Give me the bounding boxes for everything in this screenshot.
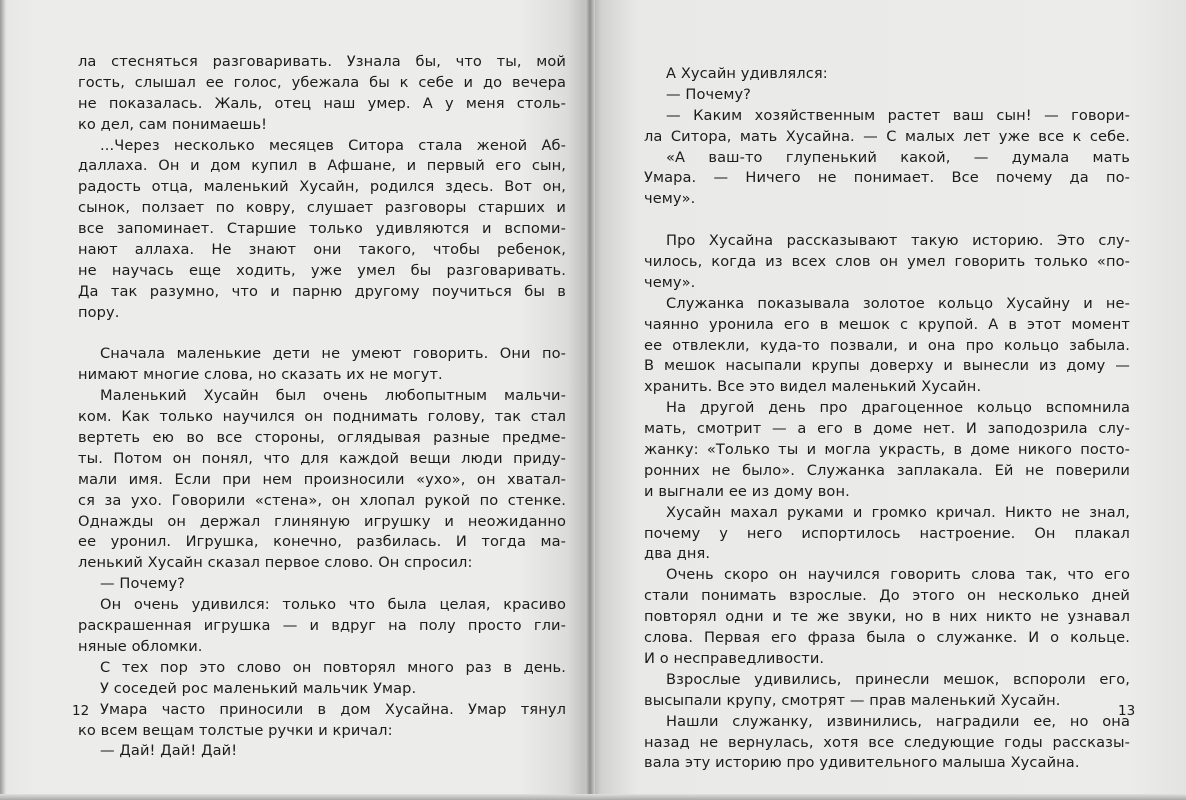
text-line: назад не вернулась, хотя все следующие годы рассказы- [644, 733, 1130, 751]
text-line: мали имя. Если при нем произносили «ухо», он хватал- [78, 470, 566, 488]
text-line: ком. Как только научился он поднимать голову, так стал [78, 408, 566, 426]
text-line: И о несправедливости. [644, 649, 825, 667]
text-line: У соседей рос маленький мальчик Умар. [100, 679, 417, 697]
text-line: нимают многие слова, но сказать их не могут. [78, 366, 443, 384]
text-line: нают аллаха. Не знают они такого, чтобы ребенок, [78, 241, 566, 259]
text-line: ла Ситора, мать Хусайна. — С малых лет уже все к себе. [644, 127, 1130, 145]
text-line: Хусайн махал руками и громко кричал. Никто не знал, [666, 503, 1130, 521]
text-line: жанку: «Только ты и могла украсть, в доме никого посто- [644, 441, 1130, 459]
text-line: два дня. [644, 545, 711, 563]
text-line: ...Через несколько месяцев Ситора стала женой Аб- [100, 136, 566, 154]
text-line: няные обломки. [78, 637, 203, 655]
text-line: даллаха. Он и дом купил в Афшане, и первый его сын, [78, 157, 566, 175]
text-line: Он очень удивился: только что была целая, красиво [100, 596, 566, 614]
text-line: Однажды он держал глиняную игрушку и неожиданно [78, 512, 566, 530]
text-line: Про Хусайна рассказывают такую историю. Это слу- [666, 232, 1130, 250]
text-line: Нашли служанку, извинились, наградили ее, но она [666, 712, 1130, 730]
text-line: В мешок насыпали крупы доверху и вынесли из дому — [644, 357, 1130, 375]
text-line: чаянно уронила его в мешок с крупой. А в этот момент [644, 315, 1130, 333]
text-line: чилось, когда из всех слов он умел говорить только «по- [644, 253, 1130, 271]
text-line: мать, смотрит — а его в доме нет. И заподозрила слу- [644, 420, 1130, 438]
text-line: вертеть ею во все стороны, оглядывая разные предме- [78, 429, 566, 447]
text-line: Да так разумно, что и парню другому поучиться бы в [78, 282, 566, 300]
right-page [590, 0, 1186, 800]
text-line: Маленький Хусайн был очень любопытным мальчи- [100, 387, 566, 405]
text-line: повторял одни и те же звуки, но в них никто не узнавал [644, 608, 1130, 626]
right-page-text [644, 64, 1130, 774]
text-line: ко дел, сам понимаешь! [78, 115, 268, 133]
paragraph-gap [644, 210, 1130, 231]
text-line: не научась еще ходить, уже умел бы разговаривать. [78, 261, 566, 279]
page-edge-left [0, 0, 6, 800]
left-page-number: 12 [72, 703, 90, 719]
text-line: не показалась. Жаль, отец наш умер. А у меня столь- [78, 94, 566, 112]
text-line: ее уронил. Игрушка, конечно, разбилась. И тогда ма- [78, 533, 566, 551]
text-line: А Хусайн удивлялся: [666, 65, 828, 82]
text-line: ко всем вещам толстые ручки и кричал: [78, 721, 393, 739]
text-line: Умара часто приносили в дом Хусайна. Умар тянул [100, 700, 566, 718]
paragraph-gap [78, 324, 566, 345]
text-line: вала эту историю про удивительного малыша Хусайна. [644, 754, 1080, 772]
text-line: слова. Первая его фраза была о служанке. И о кольце. [644, 629, 1130, 647]
text-line: высыпали крупу, смотрят — прав маленький Хусайн. [644, 691, 1061, 709]
text-line: Очень скоро он научился говорить слова так, что его [666, 566, 1130, 584]
left-page-text [78, 52, 566, 762]
text-line: ронних не было». Служанка заплакала. Ей не поверили [644, 461, 1130, 479]
text-line: все запоминает. Старшие только удивляются и вспоми- [78, 220, 566, 238]
text-line: Сначала маленькие дети не умеют говорить. Они по- [100, 345, 566, 363]
text-line: ленький Хусайн сказал первое слово. Он спросил: [78, 554, 473, 572]
text-line: ты. Потом он понял, что для каждой вещи люди приду- [78, 449, 566, 467]
text-line: — Дай! Дай! Дай! [100, 742, 238, 760]
text-line: «А ваш-то глупенький какой, — думала мать [666, 148, 1130, 166]
text-line: почему у него испортилось настроение. Он плакал [644, 524, 1130, 542]
text-line: Умара. — Ничего не понимает. Все почему да по- [644, 169, 1130, 187]
right-page-number: 13 [1118, 703, 1136, 719]
text-line: и выгнали ее из дому вон. [644, 482, 850, 500]
text-line: хранить. Все это видел маленький Хусайн. [644, 378, 982, 396]
text-line: сынок, ползает по ковру, слушает разговоры старших и [78, 199, 566, 217]
text-line: На другой день про драгоценное кольцо вспомнила [666, 399, 1130, 417]
page-edge-bottom [0, 794, 1186, 800]
text-line: — Почему? [666, 85, 752, 103]
text-line: ся за ухо. Говорили «стена», он хлопал рукой по стенке. [78, 491, 566, 509]
text-line: радость отца, маленький Хусайн, родился здесь. Вот он, [78, 178, 566, 196]
left-page [0, 0, 590, 800]
text-line: Служанка показывала золотое кольцо Хусайну и не- [666, 294, 1130, 312]
text-line: раскрашенная игрушка — и вдруг на полу просто гли- [78, 617, 566, 635]
book-gutter [585, 0, 595, 800]
text-line: Взрослые удивились, принесли мешок, вспороли его, [666, 670, 1130, 688]
text-line: ла стесняться разговаривать. Узнала бы, что ты, мой [78, 53, 566, 70]
text-line: — Почему? [100, 575, 186, 593]
text-line: С тех пор это слово он повторял много раз в день. [100, 658, 566, 676]
text-line: стали понимать взрослые. До этого он несколько дней [644, 587, 1130, 605]
text-line: ее отвлекли, куда-то позвали, и она про кольцо забыла. [644, 336, 1130, 354]
text-line: пору. [78, 303, 120, 321]
text-line: — Каким хозяйственным растет ваш сын! — говори- [666, 106, 1130, 124]
text-line: чему». [644, 190, 696, 208]
text-line: гость, слышал ее голос, убежала бы к себе и до вечера [78, 73, 566, 91]
text-line: чему». [644, 273, 696, 291]
